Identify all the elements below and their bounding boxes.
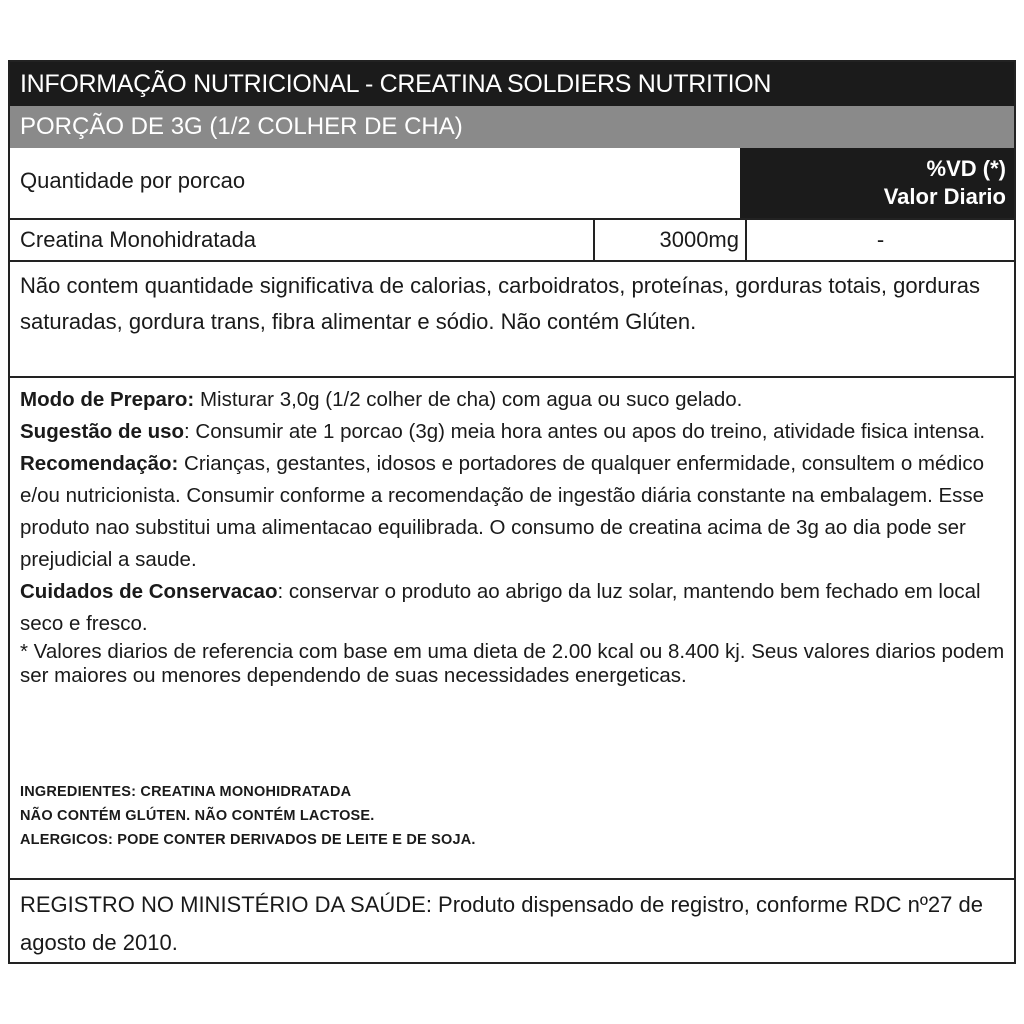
panel-title: INFORMAÇÃO NUTRICIONAL - CREATINA SOLDIERS NUTRITION xyxy=(10,62,1014,106)
suggestion-text: : Consumir ate 1 porcao (3g) meia hora antes ou apos do treino, atividade fisica intensa. xyxy=(184,420,986,443)
daily-value-header xyxy=(740,148,1014,218)
divider xyxy=(10,878,1014,880)
care-paragraph xyxy=(20,576,1005,640)
usage-instructions xyxy=(20,384,1005,688)
nutrient-notes: Não contem quantidade significativa de calorias, carboidratos, proteínas, gorduras totais, gorduras saturadas, gordura trans, fibra alimentar e sódio. Não contém Glúten. xyxy=(20,273,980,334)
prep-text: Misturar 3,0g (1/2 colher de cha) com agua ou suco gelado. xyxy=(194,388,743,411)
prep-label: Modo de Preparo: xyxy=(20,388,195,411)
prep-paragraph xyxy=(20,384,1005,416)
nutrient-amount: 3000mg xyxy=(593,220,743,260)
vd-subtitle: Valor Diario xyxy=(883,184,1006,209)
allergens-line: ALERGICOS: PODE CONTER DERIVADOS DE LEITE E DE SOJA. xyxy=(20,832,476,848)
gluten-lactose-line: NÃO CONTÉM GLÚTEN. NÃO CONTÉM LACTOSE. xyxy=(20,808,375,824)
ingredients-line: INGREDIENTES: CREATINA MONOHIDRATADA xyxy=(20,784,352,800)
table-row xyxy=(10,220,1014,262)
registration-note: REGISTRO NO MINISTÉRIO DA SAÚDE: Produto dispensado de registro, conforme RDC nº27 de agosto de 2010. xyxy=(20,892,983,955)
nutrient-name: Creatina Monohidratada xyxy=(20,227,257,252)
suggestion-label: Sugestão de uso xyxy=(20,420,185,443)
reference-note: * Valores diarios de referencia com base em uma dieta de 2.00 kcal ou 8.400 kj. Seus valores diarios podem ser maiores ou menores dependendo de suas necessidades energeticas. xyxy=(20,640,1005,687)
nutrition-panel xyxy=(8,60,1016,964)
suggestion-paragraph xyxy=(20,416,1005,448)
portion-size: PORÇÃO DE 3G (1/2 COLHER DE CHA) xyxy=(10,106,1014,148)
vd-title: %VD (*) xyxy=(926,156,1006,181)
ingredients-block xyxy=(20,780,1000,852)
divider xyxy=(10,376,1014,378)
recommendation-text: Crianças, gestantes, idosos e portadores de qualquer enfermidade, consultem o médico e/ou nutricionista. Consumir conforme a recomendação de ingestão diária constante na embalagem. Esse produto nao substitui uma alimentacao equilibrada. O consumo de creatina acima de 3g ao dia pode ser prejudicial a saude. xyxy=(20,452,985,571)
nutrient-vd: - xyxy=(745,220,1014,260)
quantity-header-row xyxy=(10,148,1014,220)
quantity-label: Quantidade por porcao xyxy=(20,168,246,193)
care-label: Cuidados de Conservacao xyxy=(20,580,278,603)
care-text: : conservar o produto ao abrigo da luz solar, mantendo bem fechado em local seco e fresco. xyxy=(20,580,981,635)
recommendation-label: Recomendação: xyxy=(20,452,179,475)
recommendation-paragraph xyxy=(20,448,1005,576)
